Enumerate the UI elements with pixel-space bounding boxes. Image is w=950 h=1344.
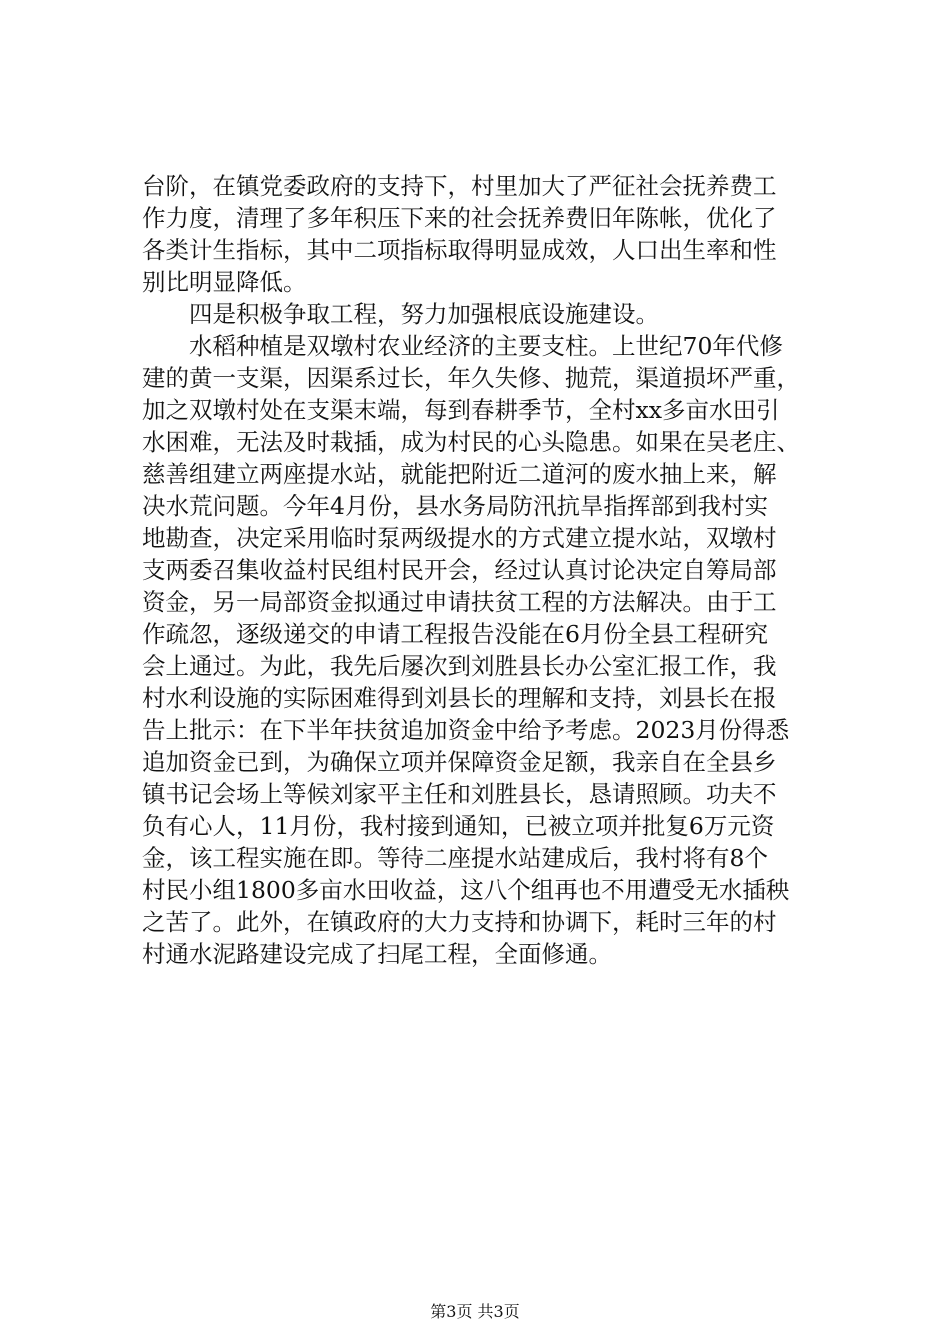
text-line: 之苦了。此外，在镇政府的大力支持和协调下，耗时三年的村 [142,908,777,936]
text-line: 作力度，清理了多年积压下来的社会抚养费旧年陈帐，优化了 [142,204,777,232]
document-body [142,170,832,970]
text-line: 告上批示：在下半年扶贫追加资金中给予考虑。2023月份得悉 [142,716,790,744]
text-line: 水稻种植是双墩村农业经济的主要支柱。上世纪70年代修 [142,332,783,360]
text-line: 金，该工程实施在即。等待二座提水站建成后，我村将有8个 [142,844,768,872]
text-line: 村水利设施的实际困难得到刘县长的理解和支持，刘县长在报 [142,684,777,712]
text-line: 村民小组1800多亩水田收益，这八个组再也不用遭受无水插秧 [142,876,790,904]
page-number: 第3页 共3页 [430,1302,520,1321]
text-line: 支两委召集收益村民组村民开会，经过认真讨论决定自筹局部 [142,556,777,584]
text-line: 决水荒问题。今年4月份，县水务局防汛抗旱指挥部到我村实 [142,492,768,520]
page-footer [0,1302,950,1322]
text-line: 水困难，无法及时栽插，成为村民的心头隐患。如果在吴老庄、 [142,428,800,456]
text-line: 追加资金已到，为确保立项并保障资金足额，我亲自在全县乡 [142,748,777,776]
text-line: 负有心人，11月份，我村接到通知，已被立项并批复6万元资 [142,812,775,840]
text-line: 镇书记会场上等候刘家平主任和刘胜县长，恳请照顾。功夫不 [142,780,777,808]
text-line: 别比明显降低。 [142,268,307,296]
text-line: 各类计生指标，其中二项指标取得明显成效，人口出生率和性 [142,236,777,264]
text-line: 慈善组建立两座提水站，就能把附近二道河的废水抽上来，解 [142,460,777,488]
section-heading: 四是积极争取工程，努力加强根底设施建设。 [142,300,659,328]
text-line: 加之双墩村处在支渠末端，每到春耕季节，全村xx多亩水田引 [142,396,780,424]
text-line: 资金，另一局部资金拟通过申请扶贫工程的方法解决。由于工 [142,588,777,616]
text-line: 台阶，在镇党委政府的支持下，村里加大了严征社会抚养费工 [142,172,777,200]
text-line: 村通水泥路建设完成了扫尾工程，全面修通。 [142,940,612,968]
text-line: 地勘查，决定采用临时泵两级提水的方式建立提水站，双墩村 [142,524,777,552]
text-line: 建的黄一支渠，因渠系过长，年久失修、抛荒，渠道损坏严重， [142,364,800,392]
text-line: 会上通过。为此，我先后屡次到刘胜县长办公室汇报工作，我 [142,652,777,680]
text-line: 作疏忽，逐级递交的申请工程报告没能在6月份全县工程研究 [142,620,768,648]
